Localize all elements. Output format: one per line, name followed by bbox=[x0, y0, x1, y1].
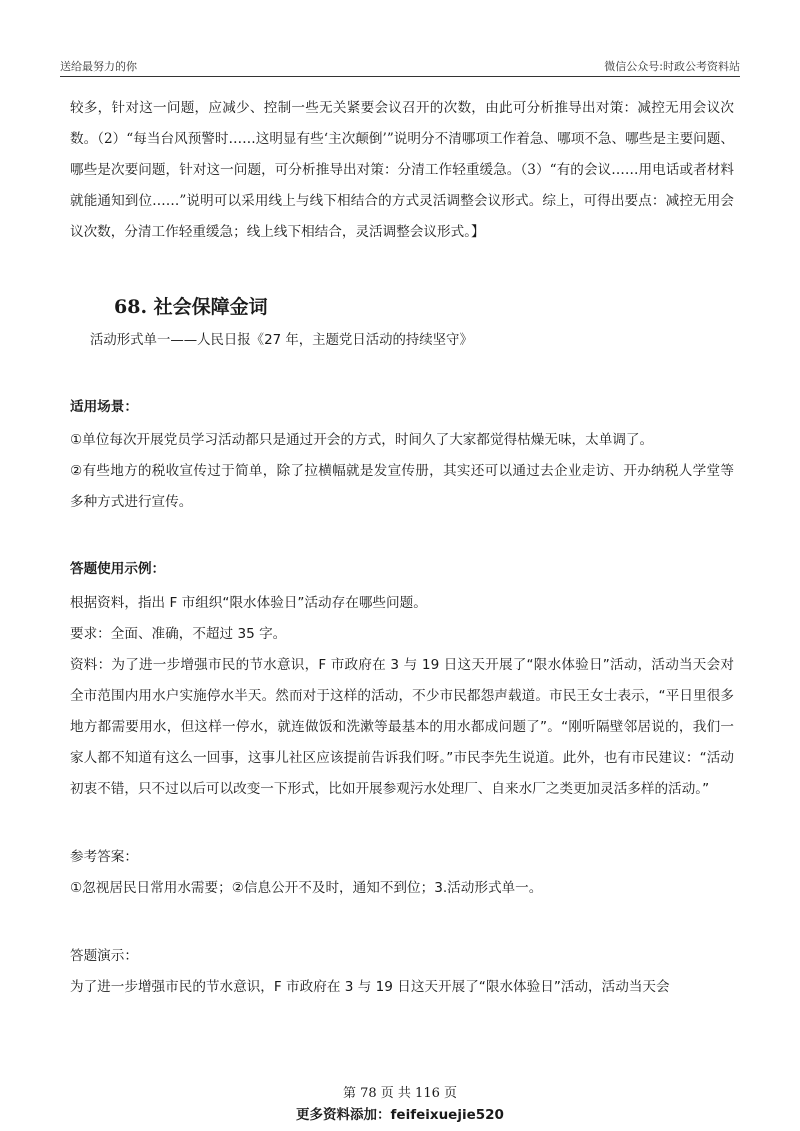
footer-contact: 更多资料添加：feifeixuejie520 bbox=[296, 1107, 504, 1123]
example-material: 资料：为了进一步增强市民的节水意识，F 市政府在 3 与 19 日这天开展了“限水体验日”活动，活动当天会对全市范围内用水户实施停水半天。然而对于这样的活动，不少市民都怨声载道。市民王女士表示，“平日里很多地方都需要用水，但这样一停水，就连做饭和洗漱等最基本的用水都成问题了”。“刚听隔壁邻居说的，我们一家人都不知道有这么一回事，这事儿社区应该提前告诉我们呀。”市民李先生说道。此外，也有市民建议：“活动初衷不错，只不过以后可以改变一下形式，比如开展参观污水处理厂、自来水厂之类更加灵活多样的活动。” bbox=[70, 657, 734, 797]
example-question: 根据资料，指出 F 市组织“限水体验日”活动存在哪些问题。 bbox=[70, 595, 427, 611]
section-source: 活动形式单一——人民日报《27 年，主题党日活动的持续坚守》 bbox=[90, 333, 473, 348]
demo-text: 为了进一步增强市民的节水意识，F 市政府在 3 与 19 日这天开展了“限水体验日”活动，活动当天会 bbox=[70, 979, 670, 995]
continuation-paragraph: 较多，针对这一问题，应减少、控制一些无关紧要会议召开的次数，由此可分析推导出对策：减控无用会议次数。（2）“每当台风预警时……这明显有些‘主次颠倒’”说明分不清哪项工作着急、哪项不急、哪些是主要问题、哪些是次要问题，针对这一问题，可分析推导出对策：分清工作轻重缓急。（3）“有的会议……用电话或者材料就能通知到位……”说明可以采用线上与线下相结合的方式灵活调整会议形式。综上，可得出要点：减控无用会议次数，分清工作轻重缓急；线上线下相结合，灵活调整会议形式。】 bbox=[70, 100, 734, 240]
header-right-text: 微信公众号:时政公考资料站 bbox=[604, 60, 740, 73]
scenario-item-1: ①单位每次开展党员学习活动都只是通过开会的方式，时间久了大家都觉得枯燥无味，太单调了。 bbox=[70, 432, 654, 448]
demo-label: 答题演示： bbox=[70, 948, 138, 964]
scenario-item-2: ②有些地方的税收宣传过于简单，除了拉横幅就是发宣传册，其实还可以通过去企业走访、开办纳税人学堂等多种方式进行宣传。 bbox=[70, 463, 734, 510]
page-number: 第 78 页 共 116 页 bbox=[342, 1086, 458, 1101]
page-content bbox=[70, 93, 734, 1003]
reference-label: 参考答案： bbox=[70, 849, 138, 865]
reference-text: ①忽视居民日常用水需要；②信息公开不及时，通知不到位；3.活动形式单一。 bbox=[70, 880, 543, 896]
section-title: 68. 社会保障金词 bbox=[114, 296, 268, 318]
example-requirement: 要求：全面、准确，不超过 35 字。 bbox=[70, 626, 287, 642]
example-label: 答题使用示例： bbox=[70, 561, 166, 577]
header-left-text: 送给最努力的你 bbox=[60, 60, 137, 73]
scenarios-label: 适用场景： bbox=[70, 399, 138, 415]
page-header bbox=[60, 56, 740, 77]
